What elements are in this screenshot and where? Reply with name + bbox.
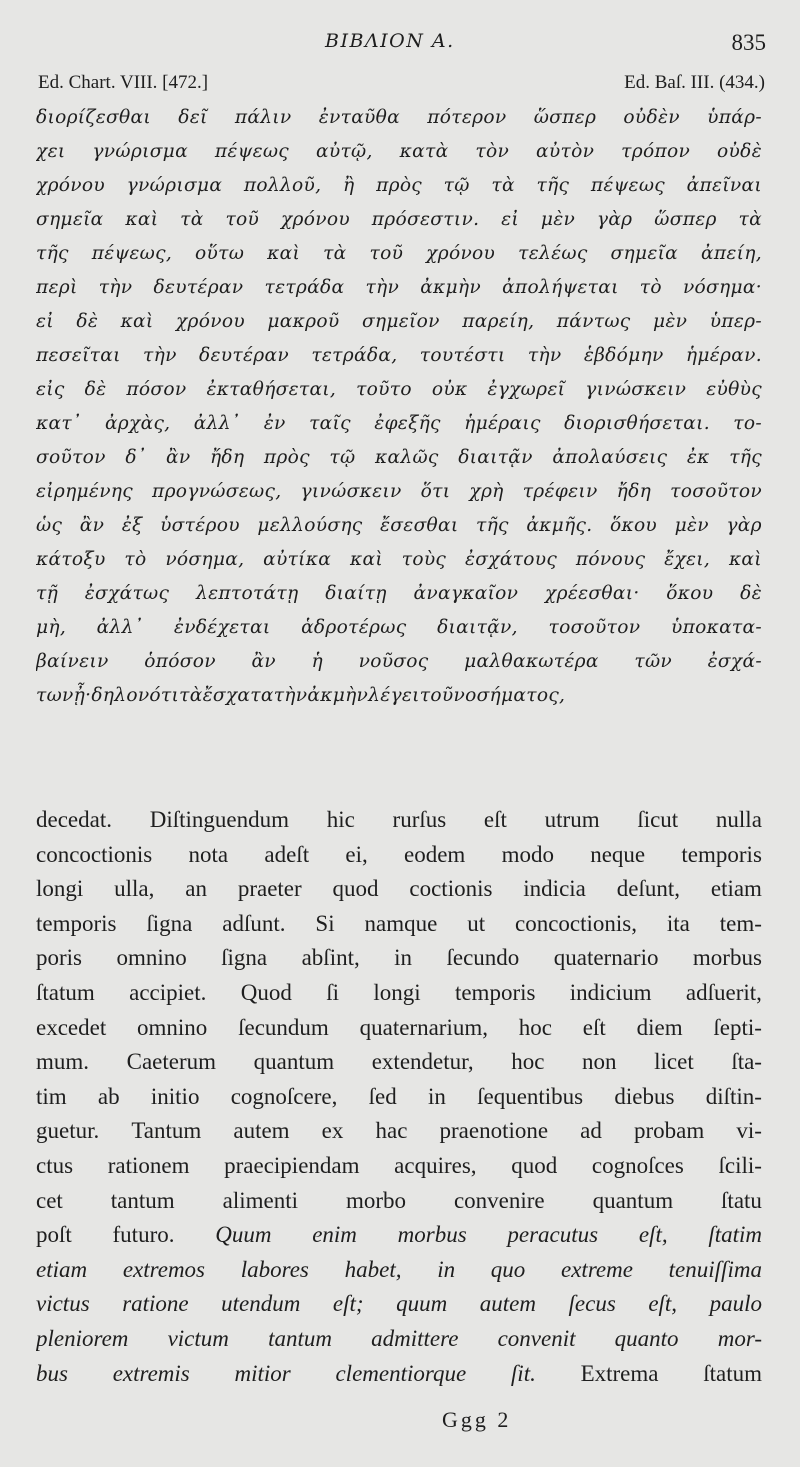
greek-line: χρόνου γνώρισμα πολλοῦ, ἢ πρὸς τῷ τὰ τῆς πέψεως ἀπεῖναι <box>36 175 762 196</box>
edition-chartier: Ed. Chart. VIII. [472.] <box>38 72 209 93</box>
book-title: BIBΛΙΟΝ Α. <box>325 30 455 52</box>
latin-line: cet tantum alimenti morbo convenire quantum ſtatu <box>36 1187 762 1213</box>
greek-line: εἰς δὲ πόσον ἐκταθήσεται, τοῦτο οὐκ ἐγχωρεῖ γινώσκειν εὐθὺς <box>36 379 762 400</box>
greek-line: των ᾖ· δηλονότι τὰ ἔσχατα τὴν ἀκμὴν λέγει τοῦ νοσήματος, <box>36 685 566 706</box>
edition-references <box>38 72 765 98</box>
running-header <box>0 30 800 60</box>
latin-text-block <box>36 803 762 1391</box>
greek-line: εἰρημένης προγνώσεως, γινώσκειν ὅτι χρὴ τρέφειν ἤδη τοσοῦτον <box>36 481 762 502</box>
latin-line: temporis ſigna adſunt. Si namque ut concoctionis, ita tem- <box>36 910 762 936</box>
greek-line: βαίνειν ὁπόσον ἂν ἡ νοῦσος μαλθακωτέρα τῶν ἐσχά- <box>36 651 762 672</box>
latin-line: bus extremis mitior clementiorque ſit. Extrema ſtatum <box>36 1360 762 1386</box>
greek-line: εἰ δὲ καὶ χρόνου μακροῦ σημεῖον παρείη, πάντως μὲν ὑπερ- <box>36 311 762 332</box>
latin-line: longi ulla, an praeter quod coctionis indicia deſunt, etiam <box>36 876 762 902</box>
latin-line: victus ratione utendum eſt; quum autem ſecus eſt, paulo <box>36 1291 762 1317</box>
greek-line: τῇ ἐσχάτως λεπτοτάτῃ διαίτῃ ἀναγκαῖον χρέεσθαι· ὅκου δὲ <box>36 583 762 604</box>
latin-line: guetur. Tantum autem ex hac praenotione ad probam vi- <box>36 1118 762 1144</box>
greek-line: ὡς ἂν ἐξ ὑστέρου μελλούσης ἔσεσθαι τῆς ἀκμῆς. ὅκου μὲν γὰρ <box>36 515 762 536</box>
page-number: 835 <box>731 30 766 55</box>
latin-line: ctus rationem praecipiendam acquires, quod cognoſces ſcili- <box>36 1152 762 1178</box>
latin-line: pleniorem victum tantum admittere convenit quanto mor- <box>36 1325 762 1351</box>
printer-signature: Ggg 2 <box>442 1407 512 1432</box>
latin-line: excedet omnino ſecundum quaternarium, hoc eſt diem ſepti- <box>36 1014 762 1040</box>
greek-line: κατ᾽ ἀρχὰς, ἀλλ᾽ ἐν ταῖς ἐφεξῆς ἡμέραις διορισθήσεται. το- <box>36 413 762 434</box>
latin-line: etiam extremos labores habet, in quo extreme tenuiſſima <box>36 1256 762 1282</box>
greek-line: χει γνώρισμα πέψεως αὐτῷ, κατὰ τὸν αὐτὸν τρόπον οὐδὲ <box>36 141 762 162</box>
greek-line: διορίζεσθαι δεῖ πάλιν ἐνταῦθα πότερον ὥσπερ οὐδὲν ὑπάρ- <box>36 107 762 128</box>
latin-line: poris omnino ſigna abſint, in ſecundo quaternario morbus <box>36 945 762 971</box>
edition-basel: Ed. Baſ. III. (434.) <box>624 72 765 93</box>
greek-line: τῆς πέψεως, οὕτω καὶ τὰ τοῦ χρόνου τελέως σημεῖα ἀπείη, <box>36 243 762 264</box>
greek-line: μὴ, ἀλλ᾽ ἐνδέχεται ἁδροτέρως διαιτᾷν, τοσοῦτον ὑποκατα- <box>36 617 762 638</box>
latin-line: mum. Caeterum quantum extendetur, hoc non licet ſta- <box>36 1049 762 1075</box>
latin-line: tim ab initio cognoſcere, ſed in ſequentibus diebus diſtin- <box>36 1083 762 1109</box>
greek-line: πεσεῖται τὴν δευτέραν τετράδα, τουτέστι τὴν ἑβδόμην ἡμέραν. <box>36 345 762 366</box>
greek-line: σοῦτον δ᾽ ἂν ἤδη πρὸς τῷ καλῶς διαιτᾷν ἀπολαύσεις ἐκ τῆς <box>36 447 762 468</box>
greek-line: κάτοξυ τὸ νόσημα, αὐτίκα καὶ τοὺς ἐσχάτους πόνους ἔχει, καὶ <box>36 549 762 570</box>
latin-line: ſtatum accipiet. Quod ſi longi temporis indicium adſuerit, <box>36 979 762 1005</box>
greek-text-block <box>36 101 762 713</box>
greek-line: σημεῖα καὶ τὰ τοῦ χρόνου πρόσεστιν. εἰ μὲν γὰρ ὥσπερ τὰ <box>36 209 762 230</box>
latin-line: concoctionis nota adeſt ei, eodem modo neque temporis <box>36 841 762 867</box>
latin-line: decedat. Diſtinguendum hic rurſus eſt utrum ſicut nulla <box>36 807 762 832</box>
greek-line: περὶ τὴν δευτέραν τετράδα τὴν ἀκμὴν ἀπολήψεται τὸ νόσημα· <box>36 277 762 298</box>
latin-line: poſt futuro. Quum enim morbus peracutus eſt, ſtatim <box>36 1222 762 1248</box>
